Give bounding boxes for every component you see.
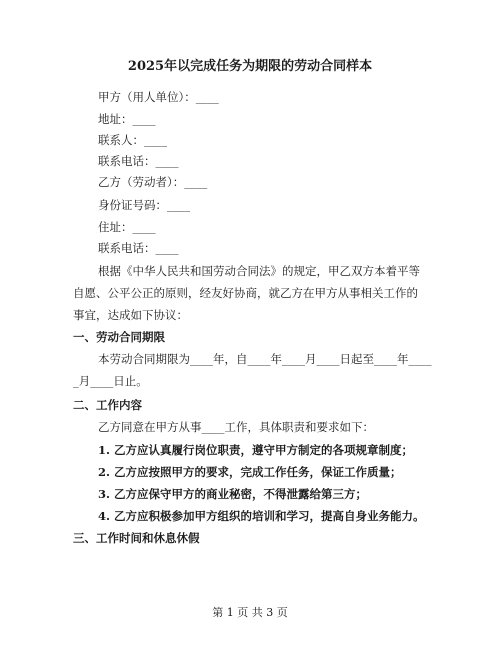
page-number: 第 1 页 共 3 页 xyxy=(212,606,288,619)
party-b-phone-field: 联系电话：____ xyxy=(98,241,179,255)
party-a-contact-field: 联系人：____ xyxy=(98,133,167,147)
document-title: 2025年以完成任务为期限的劳动合同样本 xyxy=(127,59,373,74)
section-heading: 二、工作内容 xyxy=(73,398,142,412)
term-line: 本劳动合同期限为____年，自____年____月____日起至____年____ xyxy=(98,352,432,366)
party-a-field: 甲方（用人单位）：____ xyxy=(98,90,219,104)
intro-line: 根据《中华人民共和国劳动合同法》的规定，甲乙双方本着平等 xyxy=(98,264,420,278)
party-a-phone-field: 联系电话：____ xyxy=(98,154,179,168)
party-b-address-field: 住址：____ xyxy=(98,220,156,234)
intro-line: 事宜，达成如下协议： xyxy=(73,308,188,322)
duty-item: 4. 乙方应积极参加甲方组织的培训和学习，提高自身业务能力。 xyxy=(98,509,425,523)
term-line: _月____日止。 xyxy=(73,374,148,388)
duty-item: 3. 乙方应保守甲方的商业秘密，不得泄露给第三方； xyxy=(98,487,368,501)
section-heading: 一、劳动合同期限 xyxy=(73,330,165,344)
section-heading: 三、工作时间和休息休假 xyxy=(73,531,200,545)
party-b-id-field: 身份证号码：____ xyxy=(98,198,190,212)
duty-item: 1. 乙方应认真履行岗位职责，遵守甲方制定的各项规章制度； xyxy=(98,443,414,457)
party-b-field: 乙方（劳动者）：____ xyxy=(98,175,208,189)
party-a-address-field: 地址：____ xyxy=(98,112,156,126)
intro-line: 自愿、公平公正的原则，经友好协商，就乙方在甲方从事相关工作的 xyxy=(73,286,418,300)
work-content-intro: 乙方同意在甲方从事____工作，具体职责和要求如下： xyxy=(98,420,374,434)
duty-item: 2. 乙方应按照甲方的要求，完成工作任务，保证工作质量； xyxy=(98,465,402,479)
